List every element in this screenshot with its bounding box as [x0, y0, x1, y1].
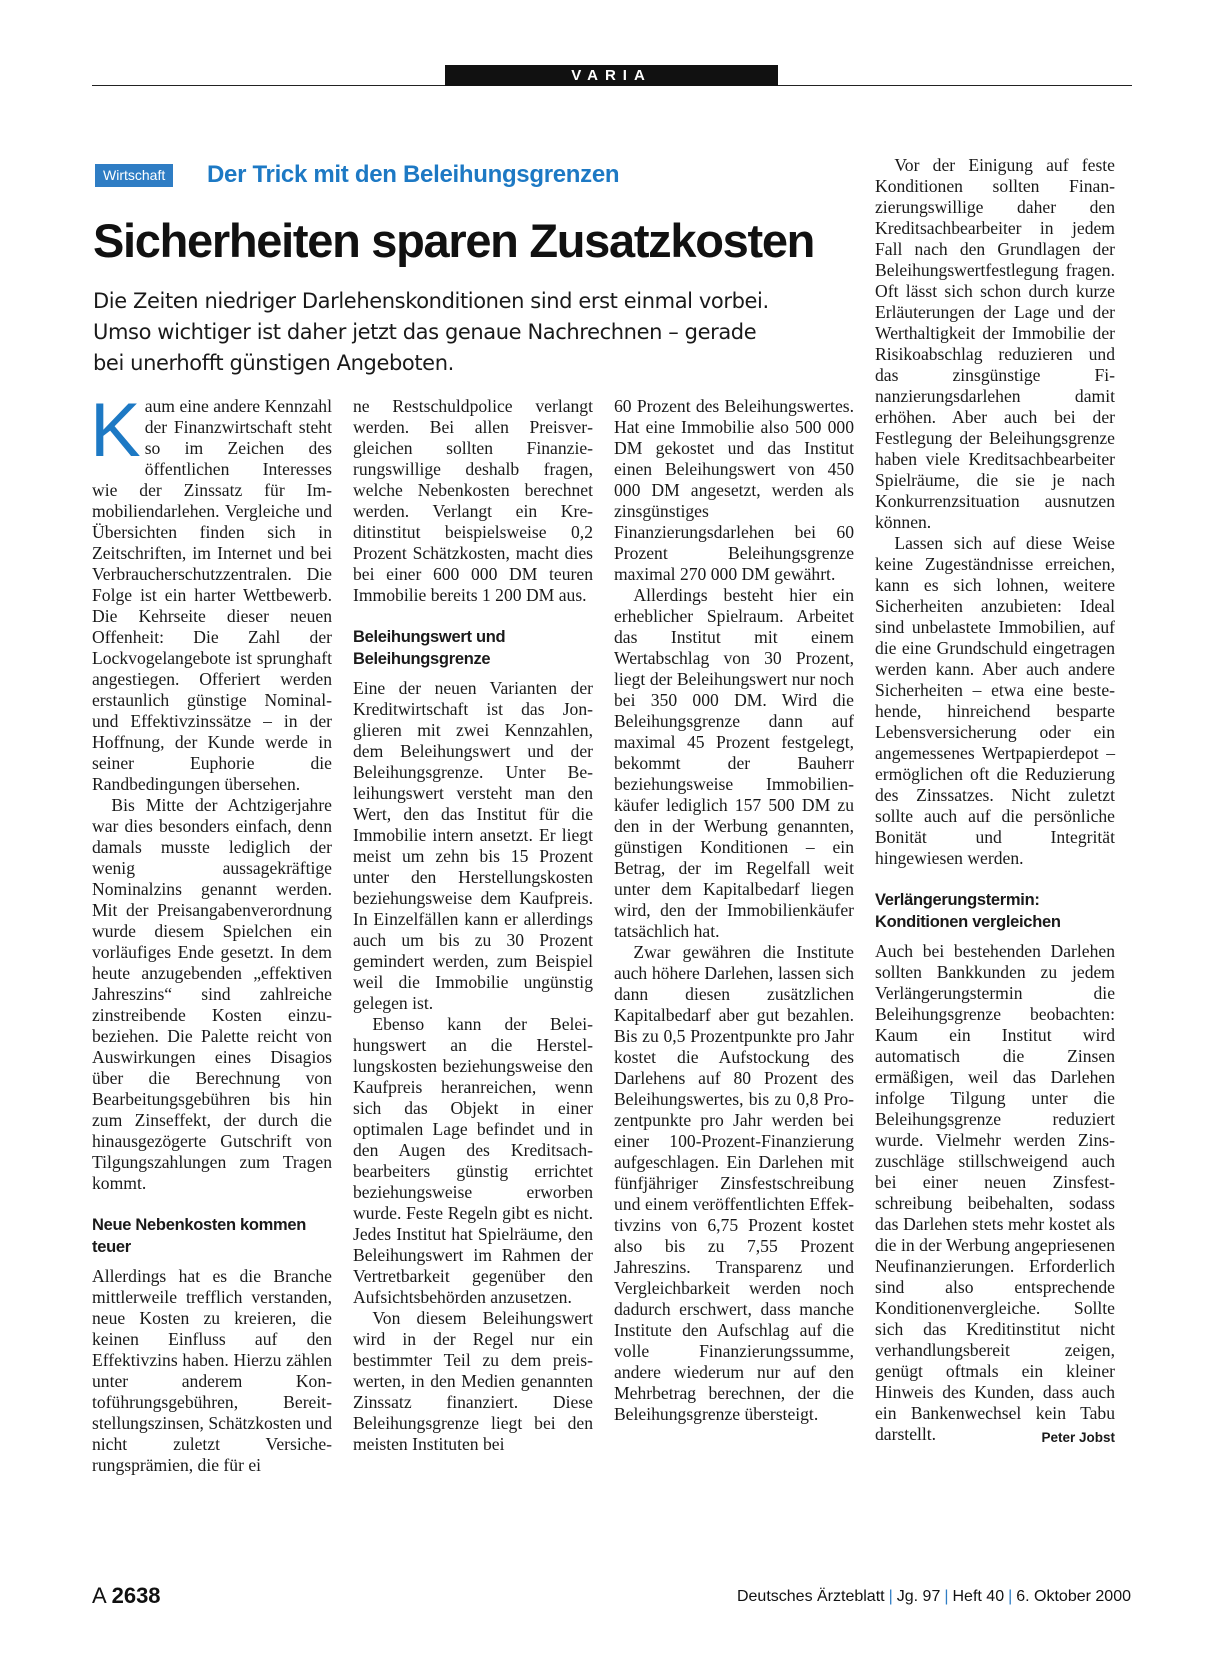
separator: | — [1008, 1588, 1013, 1605]
paragraph-text: Auch bei bestehenden Darlehen sollten Bankkunden zu jedem Verlängerungstermin die Beleihungsgrenze beobachten: Kaum ein Institut wird automatisch die Zinsen ermäßigen, weil das Darlehen infolge Tilgung unter die Beleihungsgrenze reduziert wurde. Vielmehr werden Zinszuschläge stillschweigend auch bei einer neuen Zinsfestschreibung beibehalten, sodass das Darlehen stets mehr kostet als die in der Werbung angepriesenen Neufinanzierungen. Erforderlich sind also entsprechende Konditionenvergleiche. Sollte sich das Kreditinstitut nicht verhandlungsbereit zeigen, genügt oftmals ein kleiner Hinweis des Kunden, dass auch ein Bankenwechsel kein Tabu darstellt. — [875, 941, 1115, 1444]
section-label: VARIA — [445, 65, 778, 86]
paragraph: Vor der Einigung auf feste Konditionen sollten Finanzierungswillige daher den Kreditsachbearbeiter in jedem Fall nach den Grundlagen der Beleihungswertfestlegung fragen. Oft lässt sich schon durch kurze Erläuterungen der Lage und der Werthaltigkeit der Immobilie der Risikoabschlag reduzieren und das zinsgünstige Finanzierungsdarlehen damit erhöhen. Aber auch bei der Festlegung der Beleihungsgrenze haben viele Kreditsachbearbeiter Spielräume, die sie je nach Konkurrenzsituation ausnutzen können. — [875, 155, 1115, 532]
paragraph: Eine der neuen Varianten der Kreditwirtschaft ist das Jonglieren mit zwei Kennzahlen, dem Beleihungswert und der Beleihungsgrenze. Unter Beleihungswert versteht man den Wert, den das Institut für die Immobilie intern ansetzt. Er liegt meist um zehn bis 15 Prozent unter den Herstellungskosten beziehungsweise dem Kaufpreis. In Einzelfällen kann er allerdings auch um bis zu 30 Prozent gemindert werden, zum Beispiel weil die Immobilie ungünstig gelegen ist. — [353, 678, 593, 1013]
page-number-value: 2638 — [111, 1583, 161, 1608]
paragraph: aum eine andere Kennzahl der Finanzwirtschaft steht so im Zeichen des öffentlichen Interesses wie der Zinssatz für Immobiliendarlehen. Vergleiche und Übersichten finden sich in Zeitschriften, im Internet und bei Verbraucherschutzzentralen. Die Folge ist ein harter Wettbewerb. Die Kehrseite dieser neuen Offenheit: Die Zahl der Lockvogelangebote ist sprunghaft angestiegen. Offeriert werden erstaunlich günstige Nominal- und Effektivzinssätze – in der Hoffnung, der Kunde werde in seiner Euphorie die Randbedingungen übersehen. — [92, 396, 332, 794]
text-column-4 — [875, 155, 1115, 1448]
article-lead: Die Zeiten niedriger Darlehenskonditionen sind erst einmal vorbei. Umso wichtiger ist daher jetzt das genaue Nachrechnen – gerade bei unerhofft günstigen Angeboten. — [93, 289, 769, 375]
paragraph: Bis Mitte der Achtzigerjahre war dies besonders einfach, denn damals musste lediglich der wenig aussagekräftige Nominalzins genannt werden. Mit der Preisangabenverordnung wurde diesem Spielchen ein vorläufiges Ende gesetzt. In dem heute anzugebenden „effektiven Jahreszins“ sind zahlreiche zinstreibende Kosten einzubeziehen. Die Palette reicht von Auswirkungen eines Disagios über die Berechnung von Bearbeitungsgebühren bis hin zum Zinseffekt, der durch die hinausgezögerte Gutschrift von Tilgungszahlungen zum Tragen kommt. — [92, 795, 332, 1193]
category-tag: Wirtschaft — [95, 164, 173, 187]
paragraph: ne Restschuldpolice verlangt werden. Bei allen Preisvergleichen sollten Finanzierungswillige deshalb fragen, welche Nebenkosten berechnet werden. Verlangt ein Kreditinstitut beispielsweise 0,2 Prozent Schätzkosten, macht dies bei einer 600 000 DM teuren Immobilie bereits 1 200 DM aus. — [353, 396, 593, 605]
paragraph — [875, 941, 1115, 1445]
drop-cap: K — [90, 388, 141, 473]
article-kicker: Der Trick mit den Beleihungsgrenzen — [207, 161, 620, 188]
text-column-2 — [353, 396, 593, 1455]
separator: | — [888, 1588, 893, 1605]
author-name: Peter Jobst — [1041, 1430, 1115, 1445]
subheading: Beleihungswert und Beleihungsgrenze — [353, 628, 506, 668]
article-title: Sicherheiten sparen Zusatzkosten — [93, 214, 815, 267]
paragraph: Ebenso kann der Beleihungswert an die Herstellungskosten beziehungsweise den Kaufpreis heranreichen, wenn sich das Objekt in einer optimalen Lage befindet und in den Augen des Kreditsachbearbeiters günstig errichtet beziehungsweise erworben wurde. Feste Regeln gibt es nicht. Jedes Institut hat Spielräume, den Beleihungswert im Rahmen der Vertretbarkeit gegenüber den Aufsichtsbehörden anzusetzen. — [353, 1014, 593, 1307]
subheading: Verlängerungstermin: Konditionen vergleichen — [875, 891, 1061, 931]
journal-date: 6. Oktober 2000 — [1016, 1588, 1131, 1605]
text-column-1 — [90, 388, 332, 1476]
journal-volume: Jg. 97 — [896, 1588, 941, 1605]
text-column-3 — [614, 396, 854, 1425]
subheading: Neue Nebenkosten kommen teuer — [92, 1216, 307, 1256]
paragraph: 60 Prozent des Beleihungswertes. Hat eine Immobilie also 500 000 DM gekostet und das Institut einen Beleihungswert von 450 000 DM angesetzt, werden als zinsgünstiges Finanzierungsdarlehen bei 60 Prozent Beleihungsgrenze maximal 270 000 DM gewährt. — [614, 396, 854, 584]
paragraph: Zwar gewähren die Institute auch höhere Darlehen, lassen sich dann diesen zusätzlichen Kapitalbedarf aber gut bezahlen. Bis zu 0,5 Prozentpunkte pro Jahr kostet die Aufstockung des Darlehens auf 80 Prozent des Beleihungswertes, bis zu 0,8 Prozentpunkte pro Jahr werden bei einer 100-Prozent-Finanzierung aufgeschlagen. Ein Darlehen mit fünfjähriger Zinsfestschreibung und einem veröffentlichten Effektivzins von 6,75 Prozent kostet also bis zu 7,55 Prozent Jahreszins. Transparenz und Vergleichbarkeit werden noch dadurch erschwert, dass manche Institute den Aufschlag auf die volle Finanzierungssumme, andere wiederum nur auf den Mehrbetrag berechnen, der die Beleihungsgrenze übersteigt. — [614, 942, 854, 1424]
journal-info — [737, 1588, 1131, 1606]
journal-name: Deutsches Ärzteblatt — [736, 1588, 885, 1605]
paragraph: Allerdings besteht hier ein erheblicher Spielraum. Arbeitet das Institut mit einem Wertabschlag von 30 Prozent, liegt der Beleihungswert nur noch bei 350 000 DM. Wird die Beleihungsgrenze dann auf maximal 45 Prozent festgelegt, bekommt der Bauherr beziehungsweise Immobilienkäufer lediglich 157 500 DM zu den in der Werbung genannten, günstigen Konditionen – ein Betrag, der im Regelfall weit unter dem Kapitalbedarf liegen wird, den der Immobilienkäufer tatsächlich hat. — [614, 585, 854, 941]
page-prefix: A — [92, 1583, 106, 1608]
paragraph: Lassen sich auf diese Weise keine Zugeständnisse erreichen, kann es sich lohnen, weitere Sicherheiten anzubieten: Ideal sind unbelastete Immobilien, auf die eine Grundschuld eingetragen werden kann. Aber auch andere Sicherheiten – etwa eine bestehende, hinreichend besparte Lebensversicherung oder ein angemessenes Wertpapierdepot – ermöglichen oft die Reduzierung des Zinssatzes. Nicht zuletzt sollte auch auf die persönliche Bonität und Integrität hingewiesen werden. — [875, 533, 1115, 868]
page-number — [92, 1583, 161, 1609]
journal-issue: Heft 40 — [952, 1588, 1005, 1605]
separator: | — [944, 1588, 949, 1605]
paragraph: Allerdings hat es die Branche mittlerweile trefflich verstanden, neue Kosten zu kreieren, die keinen Einfluss auf den Effektivzins haben. Hierzu zählen unter anderem Kontoführungsgebühren, Bereitstellungszinsen, Schätzkosten und nicht zuletzt Versicherungsprämien, die für ei — [92, 1266, 332, 1475]
paragraph: Von diesem Beleihungswert wird in der Regel nur ein bestimmter Teil zu dem preiswerten, in den Medien genannten Zinssatz finanziert. Diese Beleihungsgrenze liegt bei den meisten Instituten bei — [353, 1308, 593, 1454]
